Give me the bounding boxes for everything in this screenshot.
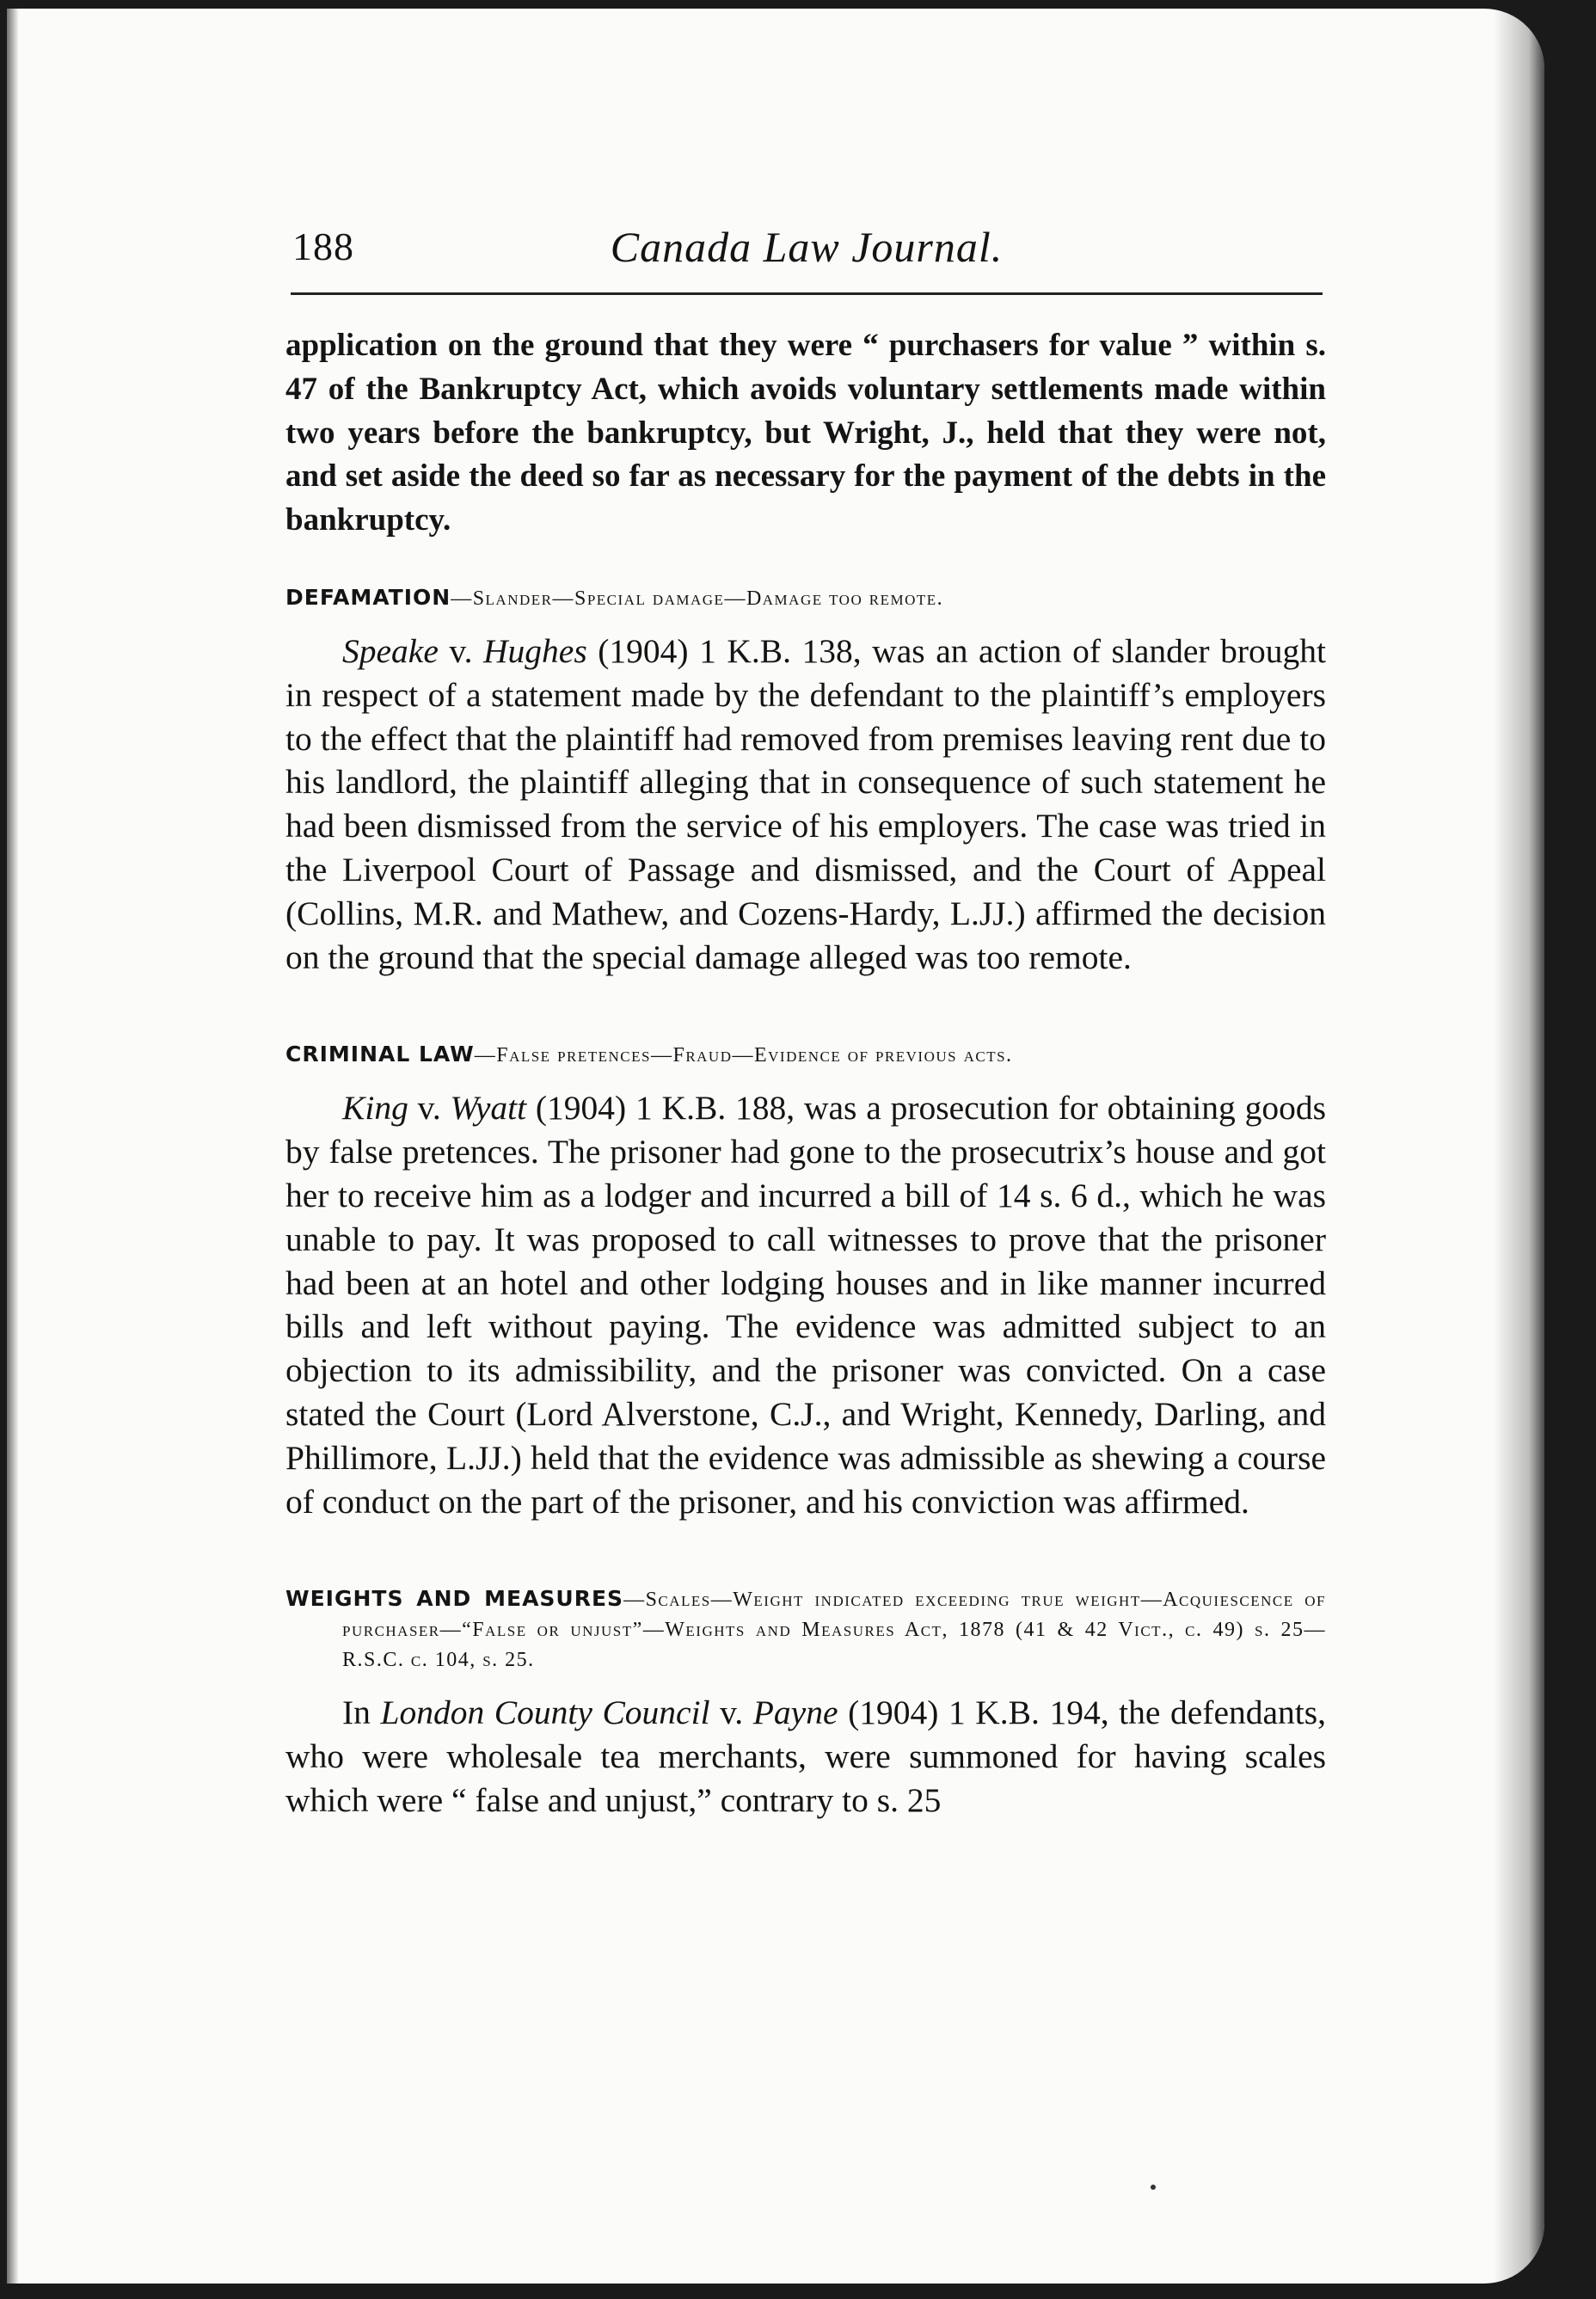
weights-case-v: v. xyxy=(709,1694,753,1732)
page-header xyxy=(291,215,1323,284)
weights-measures-heading-main: WEIGHTS AND MEASURES xyxy=(285,1586,624,1612)
defamation-case-party-1: Speake xyxy=(342,631,439,670)
weights-lead: In xyxy=(342,1694,381,1732)
header-rule xyxy=(291,292,1323,295)
page-body xyxy=(285,324,1326,1823)
weights-measures-paragraph xyxy=(285,1691,1326,1822)
weights-case-party-1: London County Council xyxy=(380,1694,710,1732)
scan-speck xyxy=(1151,2185,1156,2190)
scan-right-edge xyxy=(1493,9,1544,2284)
weights-text: (1904) 1 K.B. 194, the defendants, who were wholesale tea merchants, were summoned for having scales which were “ false and unjust,” contrary to s. 25 xyxy=(285,1694,1326,1819)
criminal-case-v: v. xyxy=(408,1089,451,1128)
criminal-case-party-2: Wyatt xyxy=(450,1089,527,1128)
criminal-case-party-1: King xyxy=(342,1089,408,1128)
criminal-law-heading-sub: —False pretences—Fraud—Evidence of previous acts. xyxy=(474,1044,1013,1067)
defamation-heading-sub: —Slander—Special damage—Damage too remote. xyxy=(451,587,944,610)
defamation-case-party-2: Hughes xyxy=(483,631,587,670)
intro-paragraph: application on the ground that they were “ purchasers for value ” within s. 47 of the Bankruptcy Act, which avoids voluntary settlements made within two years before the bankruptcy, but Wright, J., held that they were not, and set aside the deed so far as necessary for the payment of the debts in the bankruptcy. xyxy=(285,328,1326,538)
criminal-law-heading-main: CRIMINAL LAW xyxy=(285,1042,475,1067)
defamation-case-v: v. xyxy=(438,631,484,670)
defamation-text: (1904) 1 K.B. 138, was an action of slander brought in respect of a statement made by the defendant to the plaintiff’s employers to the effect that the plaintiff had removed from premises leaving rent due to his landlord, the plaintiff alleging that in consequence of such statement he had been dismissed from the service of his employers. The case was tried in the Liverpool Court of Passage and dismissed, and the Court of Appeal (Collins, M.R. and Mathew, and Cozens-Hardy, L.JJ.) affirmed the decision on the ground that the special damage alleged was too remote. xyxy=(285,631,1327,976)
defamation-paragraph xyxy=(285,630,1326,979)
document-page xyxy=(7,9,1544,2284)
scan-left-edge xyxy=(7,9,19,2284)
weights-measures-heading-sub: —Scales—Weight indicated exceeding true weight—Acquiescence of purchaser—“False or unjust”—Weights and Measures Act, 1878 (41 & 42 Vict., c. 49) s. 25—R.S.C. c. 104, s. 25. xyxy=(342,1589,1326,1672)
weights-case-party-2: Payne xyxy=(752,1694,838,1732)
running-title: Canada Law Journal. xyxy=(610,223,1004,271)
weights-measures-heading xyxy=(285,1583,1326,1675)
page-number: 188 xyxy=(292,224,354,268)
criminal-law-heading xyxy=(285,1039,1326,1071)
defamation-heading xyxy=(285,582,1326,614)
criminal-text: (1904) 1 K.B. 188, was a prosecution for obtaining goods by false pretences. The prisoner had gone to the prosecutrix’s house and got her to receive him as a lodger and incurred a bill of 14 s. 6 d., which he was unable to pay. It was proposed to call witnesses to prove that the prisoner had been at an hotel and other lodging houses and in like manner incurred bills and left without paying. The evidence was admitted subject to an objection to its admissibility, and the prisoner was convicted. On a case stated the Court (Lord Alverstone, C.J., and Wright, Kennedy, Darling, and Phillimore, L.JJ.) held that the evidence was admissible as shewing a course of conduct on the part of the prisoner, and his conviction was affirmed. xyxy=(285,1089,1326,1521)
defamation-heading-main: DEFAMATION xyxy=(285,584,451,610)
criminal-law-paragraph xyxy=(285,1086,1326,1523)
